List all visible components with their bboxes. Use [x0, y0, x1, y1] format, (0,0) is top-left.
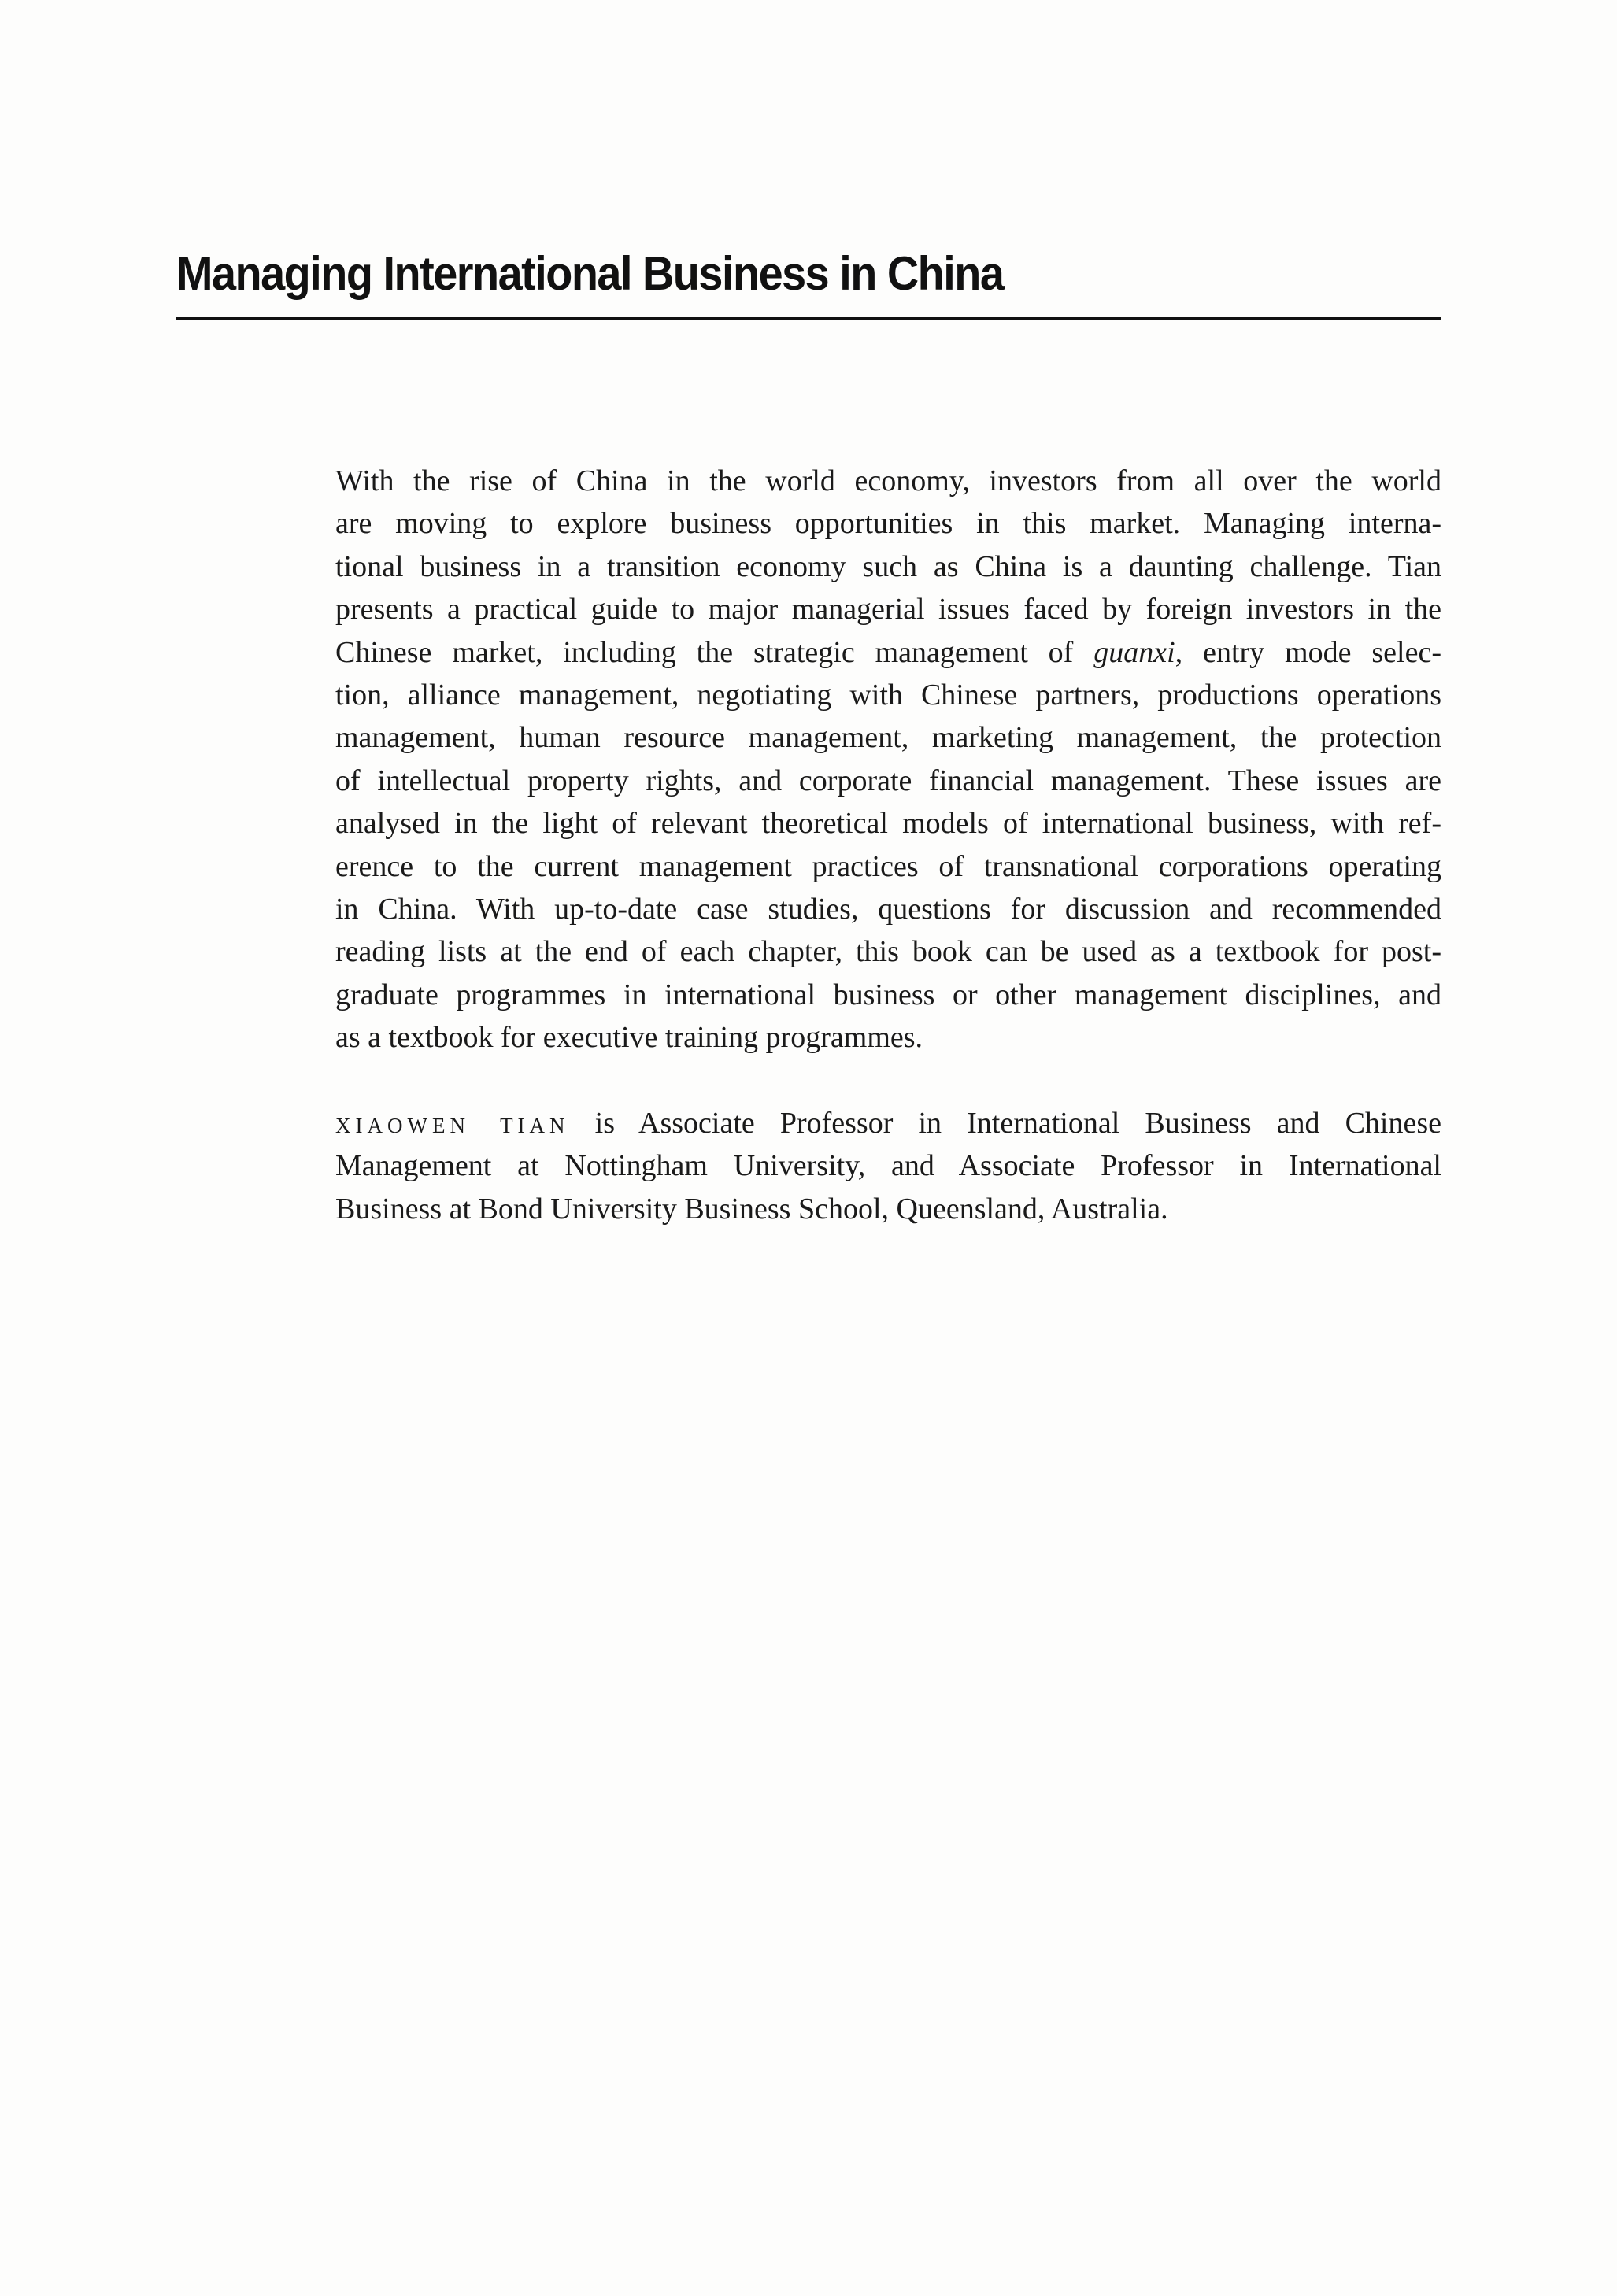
title-rule: [176, 317, 1441, 320]
description-line: as a textbook for executive training programmes.: [335, 1021, 923, 1055]
author-bio: [335, 1102, 1441, 1230]
description-line: graduate programmes in international business or other management disciplines, and: [335, 978, 1441, 1011]
guanxi-term: guanxi: [1093, 635, 1175, 669]
description-text: , entry mode selec-: [1175, 635, 1441, 669]
description-line: in China. With up-to-date case studies, questions for discussion and recommended: [335, 893, 1441, 926]
bio-line: [335, 1102, 1441, 1144]
description-line: tional business in a transition economy such as China is a daunting challenge. Tian: [335, 549, 1441, 583]
description-line: With the rise of China in the world economy, investors from all over the world: [335, 464, 1441, 497]
description-line: [335, 631, 1441, 674]
description-line: management, human resource management, marketing management, the protection: [335, 721, 1441, 755]
description-line: analysed in the light of relevant theoretical models of international business, with ref-: [335, 807, 1441, 841]
description-line: of intellectual property rights, and corporate financial management. These issues are: [335, 763, 1441, 797]
description-line: erence to the current management practices of transnational corporations operating: [335, 849, 1441, 883]
bio-text: is Associate Professor in International Business and Chinese: [594, 1107, 1442, 1140]
description-line: tion, alliance management, negotiating with Chinese partners, productions operations: [335, 678, 1441, 712]
book-title: Managing International Business in China: [176, 247, 1004, 300]
description-line: reading lists at the end of each chapter, this book can be used as a textbook for post-: [335, 935, 1441, 969]
description-text: Chinese market, including the strategic management of: [335, 635, 1094, 669]
bio-line: Management at Nottingham University, and Associate Professor in International: [335, 1149, 1441, 1183]
bio-line: Business at Bond University Business School, Queensland, Australia.: [335, 1192, 1168, 1226]
description-line: presents a practical guide to major managerial issues faced by foreign investors in the: [335, 593, 1441, 627]
description-line: are moving to explore business opportunities in this market. Managing interna-: [335, 507, 1441, 541]
book-description: [335, 460, 1441, 1059]
author-name: xiaowen tian: [335, 1107, 570, 1140]
